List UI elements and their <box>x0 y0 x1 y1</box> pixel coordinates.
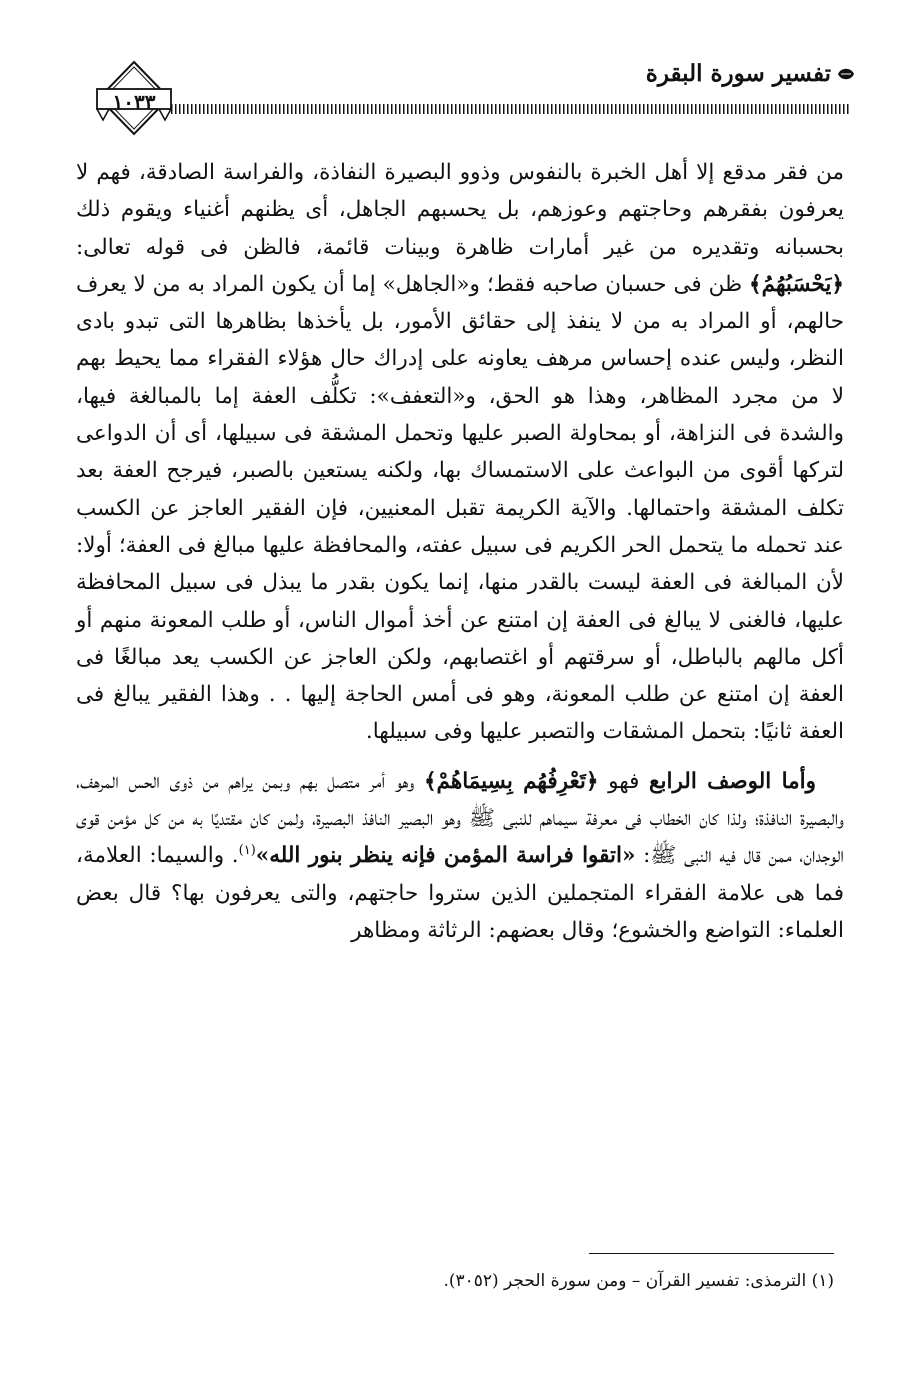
footnote-reference[interactable]: (١) <box>238 843 256 859</box>
quran-quote: ﴿يَحْسَبُهُمُ﴾ <box>749 271 844 297</box>
text-run: من فقر مدقع إلا أهل الخبرة بالنفوس وذوو البصيرة النفاذة، والفراسة الصادقة، فهم لا يعرفون بفقرهم وحاجتهم وعوزهم، بل يحسبهم الجاهل، أى يظنهم أغنياء ويقوم ذلك بحسبانه وتقديره من غير أمارات ظاهرة وبينات قائمة، فالظن فى قوله تعالى: <box>76 160 844 260</box>
running-title: تفسير سورة البقرة <box>645 60 831 87</box>
paragraph <box>76 763 844 949</box>
text-run: فهو <box>598 768 650 794</box>
header-rule <box>171 104 849 114</box>
text-run: وهو أمر متصل بهم وبمن يراهم من ذوى الحس المرهف، والبصيرة النافذة؛ ولذا كان الخطاب فى معرفة سيماهم للنبى ﷺ وهو البصير النافذ البصيرة، ولمن كان مقتديًا به من كل مؤمن قوى الوجدان، ممن قال فيه النبى ﷺ: <box>76 768 844 869</box>
footnote-divider <box>589 1253 834 1254</box>
page-header <box>95 52 855 142</box>
hadith-quote: «اتقوا فراسة المؤمن فإنه ينظر بنور الله» <box>255 843 636 869</box>
header-ornament-icon <box>837 66 855 82</box>
page-number: ١٠٣٣ <box>112 90 156 114</box>
section-lead: وأما الوصف الرابع <box>649 768 816 794</box>
text-run: ظن فى حسبان صاحبه فقط؛ و«الجاهل» إما أن يكون المراد به من لا يعرف حالهم، أو المراد به من لا ينفذ إلى حقائق الأمور، بل يأخذها بظاهرها التى تبدو بادى النظر، وليس عنده إحساس مرهف يعاونه على إدراك حال هؤلاء الفقراء مما يحيط بهم لا من مجرد المظاهر، وهذا هو الحق، و«التعفف»: تكلُّف العفة إما بالمبالغة فيها، والشدة فى النزاهة، أو بمحاولة الصبر عليها وتحمل المشقة فى سبيلها، أى أن الدواعى لتركها أقوى من البواعث على الاستمساك بها، ولكنه يستعين بالصبر، فيرجح العفة بعد تكلف المشقة واحتمالها. والآية الكريمة تقبل المعنيين، فإن الفقير العاجز عن الكسب عند تحمله ما يتحمل الحر الكريم فى سبيل عفته، والمحافظة عليها مبالغ فى العفة؛ أولا: لأن المبالغة فى العفة ليست بالقدر منها، إنما يكون بقدر ما يبذل فى سبيل المحافظة عليها، فالغنى لا يبالغ فى العفة إن امتنع عن أخذ أموال الناس، أو طلب المعونة منهم أو أكل مالهم بالباطل، أو سرقتهم أو اغتصابهم، ولكن العاجز عن الكسب يعد مبالغًا فى العفة إن امتنع عن طلب المعونة، وهو فى أمس الحاجة إليها . . وهذا الفقير يبالغ فى العفة ثانيًا: بتحمل المشقات والتصبر عليها وفى سبيلها. <box>76 271 844 745</box>
paragraph <box>76 154 844 751</box>
page-number-badge <box>95 58 173 138</box>
main-text <box>76 154 844 949</box>
quran-quote: ﴿تَعْرِفُهُم بِسِيمَاهُمْ﴾ <box>423 768 599 794</box>
footnote: (١) الترمذى: تفسير القرآن – ومن سورة الحجر (٣٠٥٢). <box>443 1271 834 1291</box>
text-run: . والسيما: العلامة، فما هى علامة الفقراء المتجملين الذين ستروا حاجتهم، والتى يعرفون بها؟ قال بعض العلماء: التواضع والخشوع؛ وقال بعضهم: الرثاثة ومظاهر <box>76 843 844 943</box>
